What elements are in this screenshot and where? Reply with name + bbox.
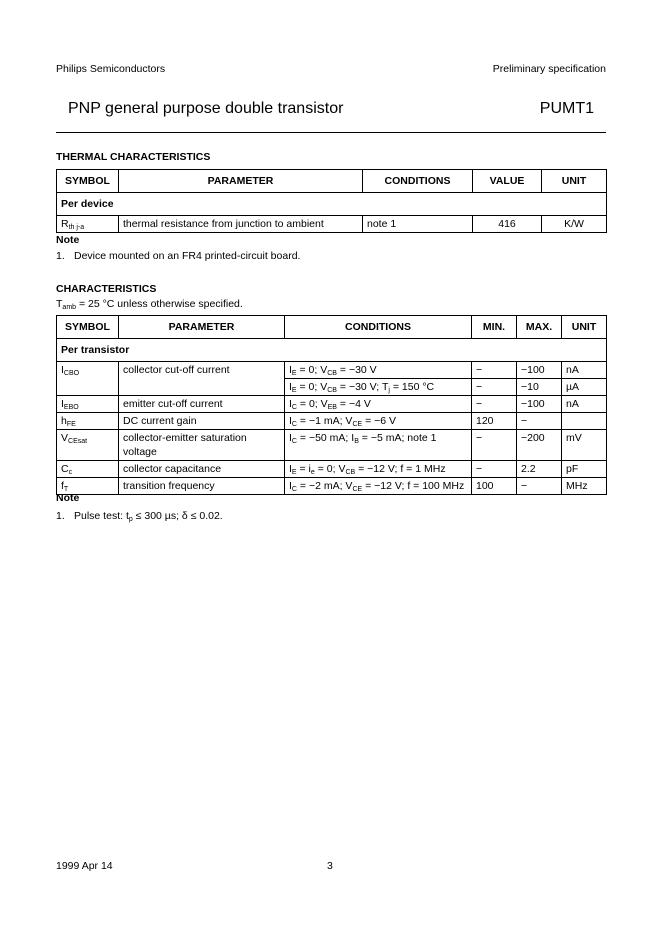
parameter-cell: collector-emitter saturation voltage — [119, 430, 285, 461]
symbol-cell: $I_{CBO}$ — [57, 362, 119, 396]
col-conditions: CONDITIONS — [285, 316, 472, 339]
conditions-cell: $I_C = 0$; $V_{EB} = -4$ V — [285, 396, 472, 413]
parameter-cell: thermal resistance from junction to ambient — [119, 216, 363, 233]
symbol-cell: $h_{FE}$ — [57, 413, 119, 430]
conditions-cell: note 1 — [363, 216, 473, 233]
table-row — [57, 396, 607, 413]
col-unit: UNIT — [562, 316, 607, 339]
symbol-cell: $C_c$ — [57, 461, 119, 478]
parameter-cell: collector cut-off current — [119, 362, 285, 396]
min-cell: − — [472, 362, 517, 379]
unit-cell: K/W — [542, 216, 607, 233]
unit-cell: mV — [562, 430, 607, 461]
table-row — [57, 478, 607, 495]
group-label: Per device — [57, 193, 607, 216]
table-row — [57, 362, 607, 379]
conditions-cell: $I_E = 0$; $V_{CB} = -30$ V — [285, 362, 472, 379]
conditions-cell: $I_C = -1$ mA; $V_{CE} = -6$ V — [285, 413, 472, 430]
unit-cell: nA — [562, 362, 607, 379]
col-max: MAX. — [517, 316, 562, 339]
characteristics-note-heading: Note — [56, 492, 80, 504]
page-title: PNP general purpose double transistor — [68, 100, 344, 117]
table-row — [57, 461, 607, 478]
thermal-note-1: 1. Device mounted on an FR4 printed-circuit board. — [56, 250, 301, 262]
table-row — [57, 216, 607, 233]
col-unit: UNIT — [542, 170, 607, 193]
thermal-group-row — [57, 193, 607, 216]
char-group-row — [57, 339, 607, 362]
unit-cell: µA — [562, 379, 607, 396]
thermal-note-heading: Note — [56, 234, 80, 246]
min-cell: − — [472, 396, 517, 413]
characteristics-condition: $T_{amb} = 25$ °C unless otherwise specified. — [56, 298, 243, 311]
conditions-cell: $I_E = i_e = 0$; $V_{CB} = -12$ V; f = 1 MHz — [285, 461, 472, 478]
max-cell: −10 — [517, 379, 562, 396]
min-cell: − — [472, 379, 517, 396]
char-header-row — [57, 316, 607, 339]
col-parameter: PARAMETER — [119, 316, 285, 339]
max-cell: − — [517, 478, 562, 495]
symbol-cell: $f_T$ — [57, 478, 119, 495]
parameter-cell: emitter cut-off current — [119, 396, 285, 413]
footer-date: 1999 Apr 14 — [56, 860, 113, 872]
min-cell: 100 — [472, 478, 517, 495]
symbol-cell: $I_{EBO}$ — [57, 396, 119, 413]
page-number: 3 — [327, 860, 333, 872]
symbol-cell: $R_{th j-a}$ — [57, 216, 119, 233]
header-doc-status: Preliminary specification — [492, 63, 606, 75]
part-number: PUMT1 — [539, 100, 594, 117]
max-cell: −200 — [517, 430, 562, 461]
col-symbol: SYMBOL — [57, 170, 119, 193]
col-conditions: CONDITIONS — [363, 170, 473, 193]
max-cell: 2.2 — [517, 461, 562, 478]
min-cell: 120 — [472, 413, 517, 430]
table-row — [57, 413, 607, 430]
max-cell: − — [517, 413, 562, 430]
thermal-table — [56, 169, 607, 233]
thermal-heading: THERMAL CHARACTERISTICS — [56, 151, 211, 163]
characteristics-table — [56, 315, 607, 495]
group-label: Per transistor — [57, 339, 607, 362]
col-value: VALUE — [473, 170, 542, 193]
min-cell: − — [472, 430, 517, 461]
max-cell: −100 — [517, 396, 562, 413]
header-rule — [56, 132, 606, 133]
symbol-cell: $V_{CEsat}$ — [57, 430, 119, 461]
table-row — [57, 430, 607, 461]
conditions-cell: $I_C = -50$ mA; $I_B = -5$ mA; note 1 — [285, 430, 472, 461]
unit-cell: nA — [562, 396, 607, 413]
min-cell: − — [472, 461, 517, 478]
unit-cell: MHz — [562, 478, 607, 495]
parameter-cell: transition frequency — [119, 478, 285, 495]
conditions-cell: $I_E = 0$; $V_{CB} = -30$ V; $T_j = 150$ °C — [285, 379, 472, 396]
max-cell: −100 — [517, 362, 562, 379]
parameter-cell: collector capacitance — [119, 461, 285, 478]
parameter-cell: DC current gain — [119, 413, 285, 430]
col-symbol: SYMBOL — [57, 316, 119, 339]
col-parameter: PARAMETER — [119, 170, 363, 193]
col-min: MIN. — [472, 316, 517, 339]
characteristics-note-1: 1. Pulse test: $t_p \le 300$ µs; δ ≤ 0.02. — [56, 510, 223, 523]
value-cell: 416 — [473, 216, 542, 233]
unit-cell: pF — [562, 461, 607, 478]
header-company: Philips Semiconductors — [56, 63, 166, 75]
thermal-header-row — [57, 170, 607, 193]
unit-cell — [562, 413, 607, 430]
characteristics-heading: CHARACTERISTICS — [56, 283, 157, 295]
conditions-cell: $I_C = -2$ mA; $V_{CE} = -12$ V; f = 100 MHz — [285, 478, 472, 495]
